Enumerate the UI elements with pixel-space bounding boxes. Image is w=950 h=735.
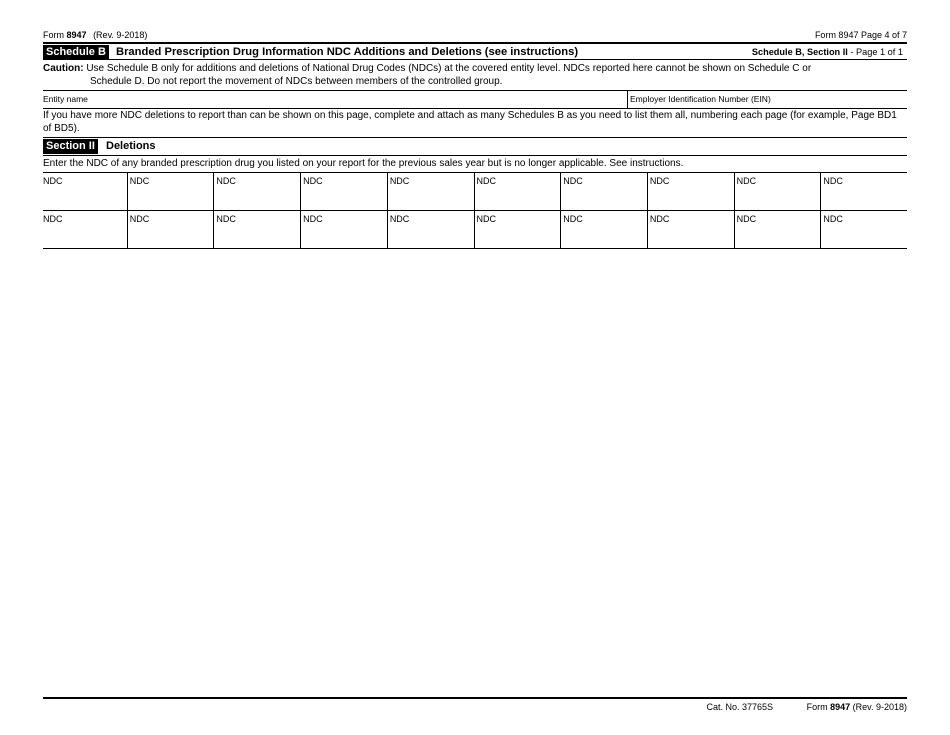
ndc-field[interactable]: NDC — [647, 211, 734, 248]
more-deletions-note: If you have more NDC deletions to report than can be shown on this page, complete and attach as many Schedules B as you need to list them all, numbering each page (for example, Page BD1 of BD5). — [43, 110, 897, 134]
ndc-field[interactable]: NDC — [127, 173, 214, 210]
entity-row — [43, 90, 907, 109]
ndc-field[interactable]: NDC — [387, 211, 474, 248]
section-badge: Section II — [43, 139, 98, 154]
section-instruction: Enter the NDC of any branded prescription drug you listed on your report for the previous sales year but is no longer applicable. See instructions. — [43, 158, 684, 169]
form-page — [43, 0, 907, 735]
ndc-field[interactable]: NDC — [43, 214, 63, 224]
ndc-field[interactable]: NDC — [560, 211, 647, 248]
ndc-field[interactable]: NDC — [387, 173, 474, 210]
caution-label: Caution: — [43, 63, 84, 74]
ndc-field[interactable]: NDC — [300, 173, 387, 210]
ndc-field[interactable]: NDC — [213, 173, 300, 210]
caution-line-2: Schedule D. Do not report the movement of NDCs between members of the controlled group. — [90, 76, 503, 87]
caution-note — [43, 62, 907, 88]
ndc-grid — [43, 172, 907, 249]
page-reference: Form 8947 Page 4 of 7 — [814, 30, 907, 40]
ndc-field[interactable]: NDC — [820, 173, 907, 210]
footer-form-revision: (Rev. 9-2018) — [850, 702, 907, 712]
ndc-field[interactable]: NDC — [43, 176, 63, 186]
entity-name-field[interactable]: Entity name — [43, 94, 88, 104]
schedule-page-count: - Page 1 of 1 — [847, 47, 903, 57]
ndc-field[interactable]: NDC — [474, 211, 561, 248]
entity-divider — [627, 91, 628, 108]
schedule-header — [43, 42, 907, 60]
ndc-row — [43, 173, 907, 211]
ndc-row — [43, 211, 907, 249]
section-title: Deletions — [106, 140, 156, 152]
caution-line-1: Use Schedule B only for additions and deletions of National Drug Codes (NDCs) at the covered entity level. NDCs reported here cannot be shown on Schedule C or — [86, 63, 812, 74]
ein-field[interactable]: Employer Identification Number (EIN) — [630, 94, 771, 104]
footer-form-number: 8947 — [830, 702, 851, 712]
catalog-number: Cat. No. 37765S — [706, 702, 773, 712]
ndc-field[interactable]: NDC — [213, 211, 300, 248]
ndc-field[interactable]: NDC — [127, 211, 214, 248]
footer-form-id — [807, 702, 907, 712]
schedule-title: Branded Prescription Drug Information NDC Additions and Deletions (see instructions) — [116, 46, 579, 58]
ndc-field[interactable]: NDC — [474, 173, 561, 210]
ndc-field[interactable]: NDC — [734, 211, 821, 248]
schedule-page-info — [752, 45, 903, 59]
schedule-badge: Schedule B — [43, 45, 109, 59]
footer-divider — [43, 697, 907, 699]
form-revision: (Rev. 9-2018) — [93, 30, 148, 40]
form-number: 8947 — [66, 30, 87, 40]
footer-form-label: Form — [806, 702, 831, 712]
section-header — [43, 137, 907, 156]
ndc-field[interactable]: NDC — [647, 173, 734, 210]
form-label: Form — [43, 30, 64, 40]
ndc-field[interactable]: NDC — [560, 173, 647, 210]
form-id — [43, 30, 147, 40]
ndc-field[interactable]: NDC — [820, 211, 907, 248]
ndc-field[interactable]: NDC — [734, 173, 821, 210]
schedule-section-ref: Schedule B, Section II — [751, 47, 848, 57]
top-line — [43, 30, 907, 42]
ndc-field[interactable]: NDC — [300, 211, 387, 248]
